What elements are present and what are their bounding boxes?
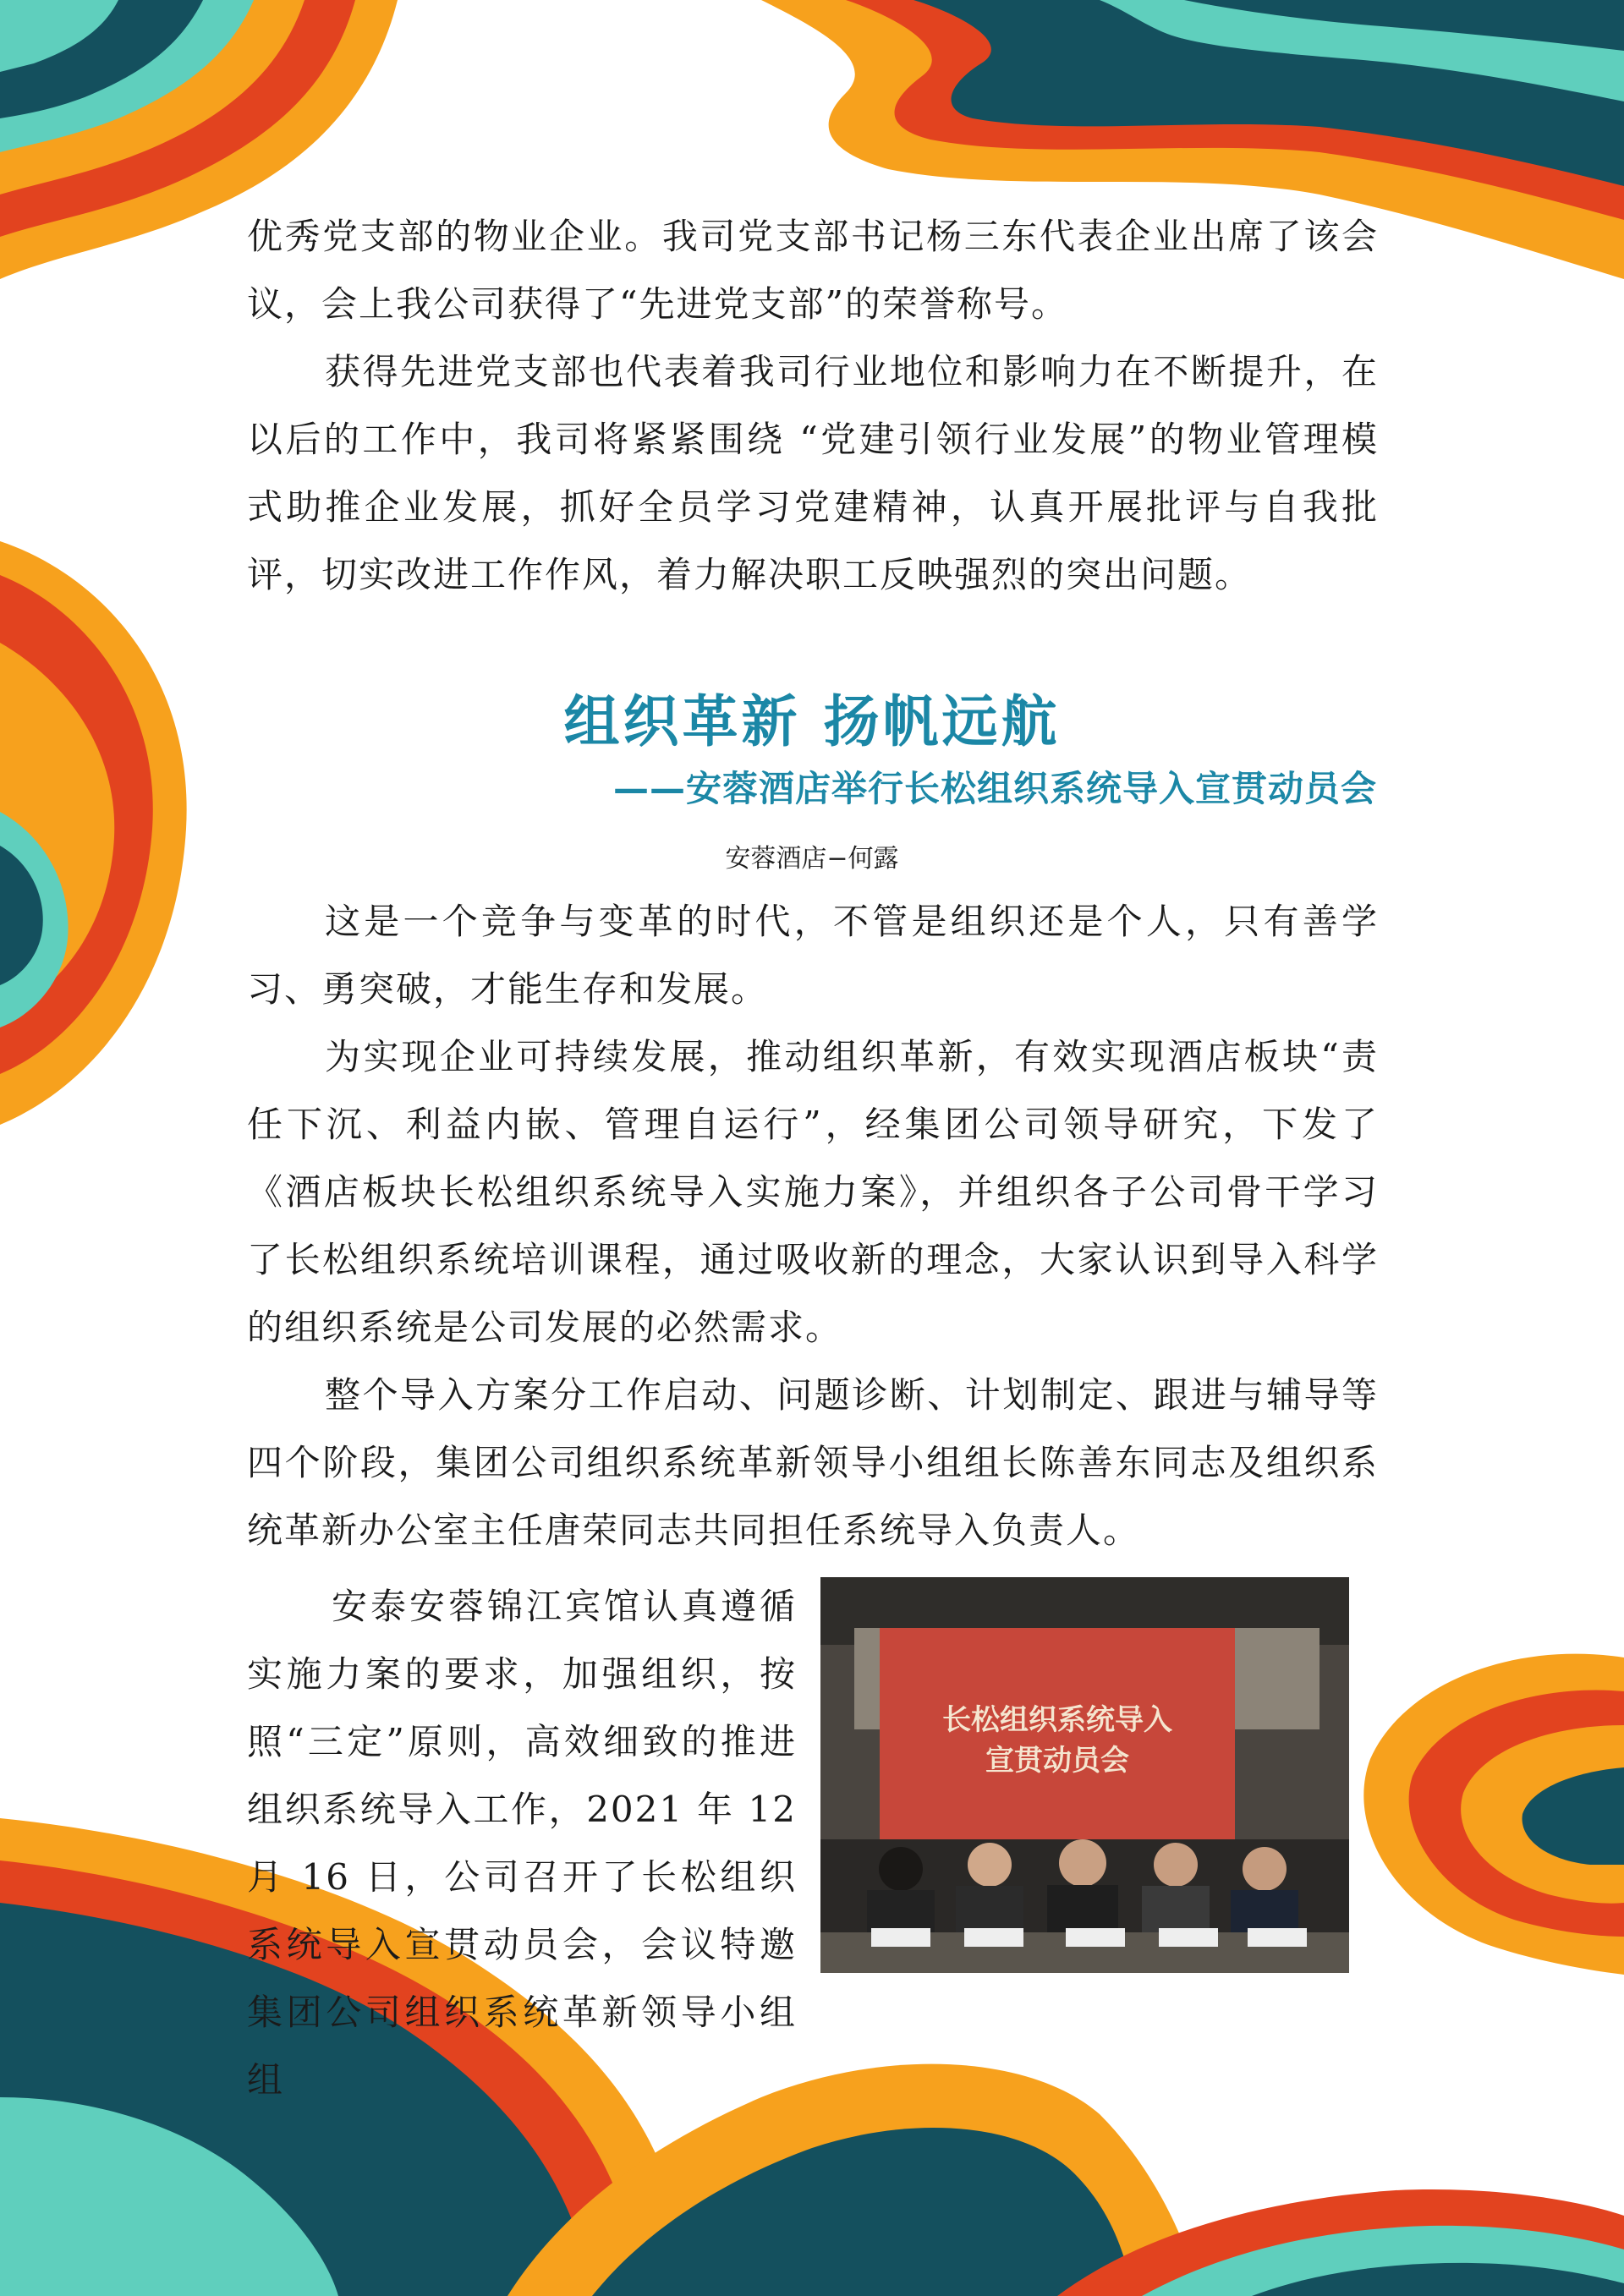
meeting-photo [820, 1577, 1349, 1973]
intro-section [247, 203, 1379, 609]
screen-text-1: 长松组织系统导入 [942, 1703, 1172, 1737]
side-paragraph: 安泰安蓉锦江宾馆认真遵循实施力案的要求，加强组织，按照“三定”原则，高效细致的推进组织系统导入工作，2021 年 12 月 16 日，公司召开了长松组织系统导入宣贯动员会，会议特邀集团公司组织系统革新领导小组组 [247, 1586, 797, 2101]
left-swirl [0, 541, 187, 1125]
article-title: 组织革新 扬帆远航 [563, 689, 1061, 754]
bottom-swirl [0, 1818, 1624, 2296]
article-paragraph-2: 为实现企业可持续发展，推动组织革新，有效实现酒店板块“责任下沉、利益内嵌、管理自运行”，经集团公司领导研究，下发了《酒店板块长松组织系统导入实施力案》，并组织各子公司骨干学习了长松组织系统培训课程，通过吸收新的理念，大家认识到导入科学的组织系统是公司发展的必然需求。 [247, 1036, 1379, 1348]
article-author: 安蓉酒店−何露 [725, 844, 899, 874]
article-paragraph-1: 这是一个竞争与变革的时代，不管是组织还是个人，只有善学习、勇突破，才能生存和发展。 [247, 901, 1379, 1010]
intro-paragraph-2: 获得先进党支部也代表着我司行业地位和影响力在不断提升，在以后的工作中，我司将紧紧围绕 “党建引领行业发展”的物业管理模式助推企业发展，抓好全员学习党建精神，认真开展批评与自我批评，切实改进工作作风，着力解决职工反映强烈的突出问题。 [247, 351, 1379, 595]
projection-screen [880, 1628, 1235, 1856]
article-paragraph-3: 整个导入方案分工作启动、问题诊断、计划制定、跟进与辅导等四个阶段，集团公司组织系统革新领导小组组长陈善东同志及组织系统革新办公室主任唐荣同志共同担任系统导入负责人。 [247, 1374, 1379, 1551]
screen-text-2: 宣贯动员会 [985, 1744, 1129, 1778]
right-swirl [1363, 1654, 1624, 1975]
side-text [247, 1573, 797, 2114]
article-body [247, 888, 1379, 1564]
article-subtitle: ——安蓉酒店举行长松组织系统导入宣贯动员会 [612, 768, 1377, 809]
intro-paragraph-1: 优秀党支部的物业企业。我司党支部书记杨三东代表企业出席了该会议，会上我公司获得了“先进党支部”的荣誉称号。 [247, 216, 1379, 325]
meeting-photo-illustration [820, 1577, 1349, 1973]
